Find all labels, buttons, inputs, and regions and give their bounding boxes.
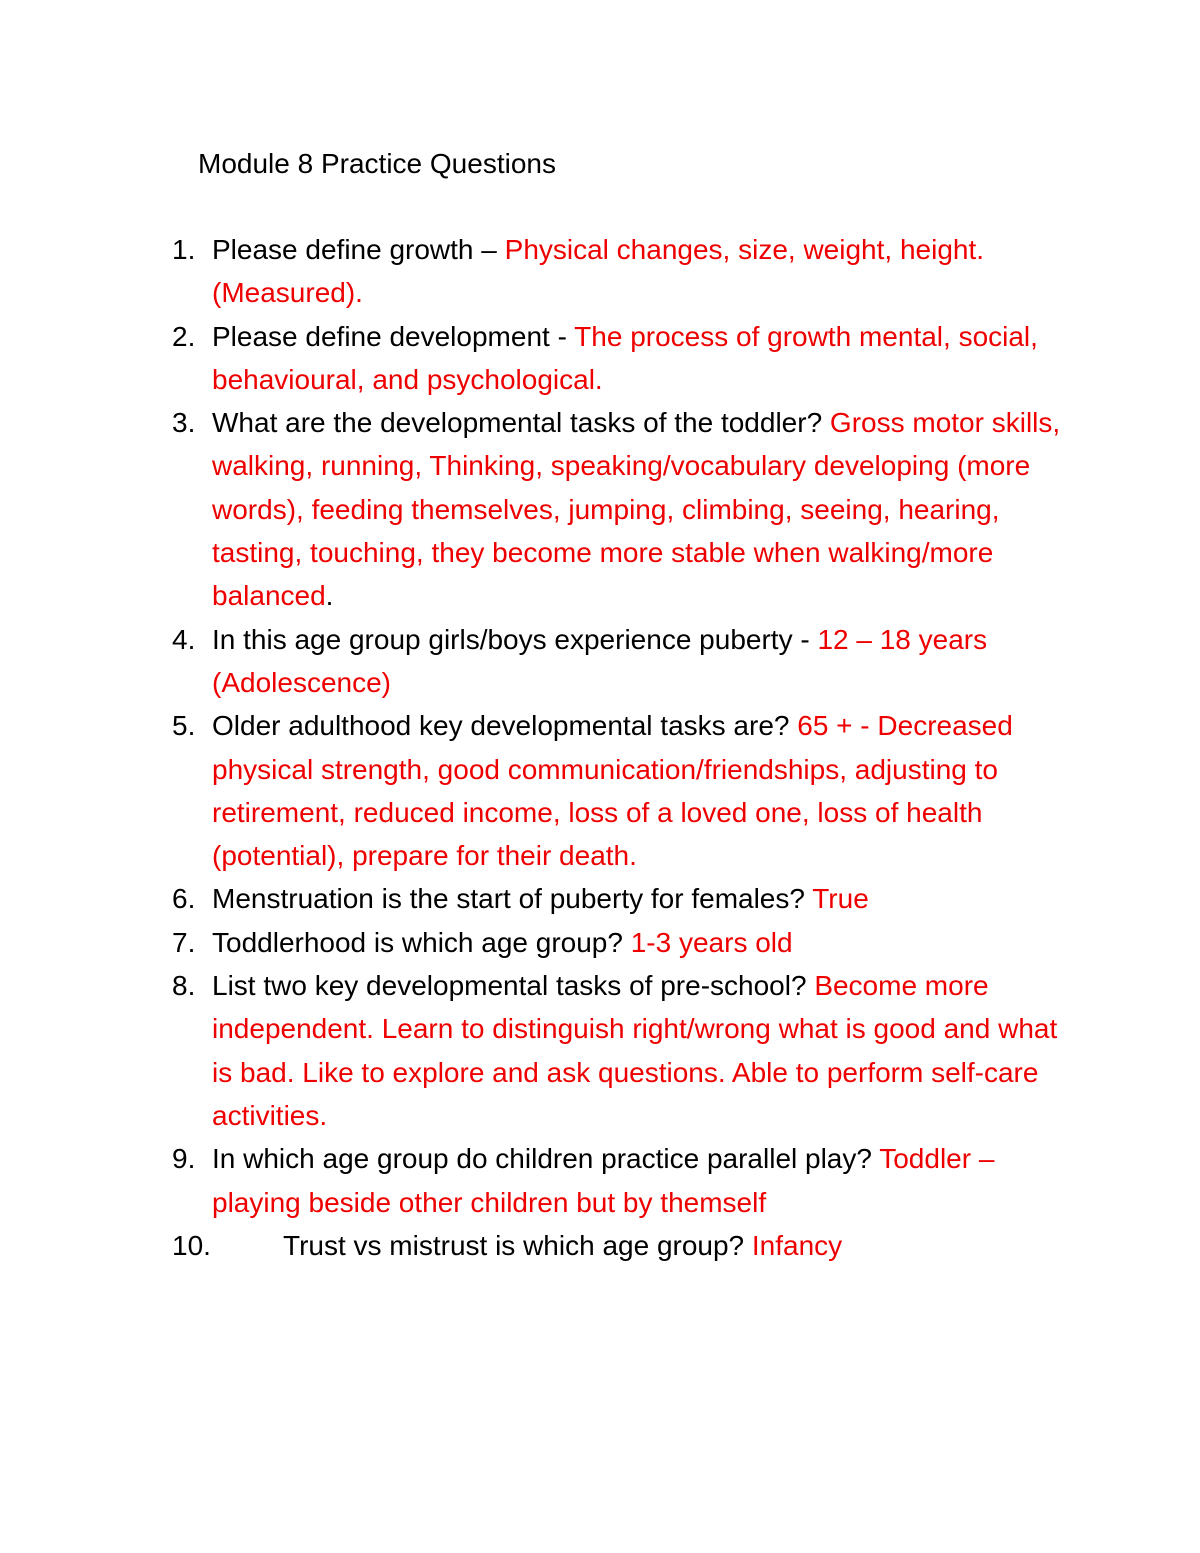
question-number: 6.: [172, 883, 196, 915]
question-number: 2.: [172, 320, 196, 352]
question-number: 10.: [172, 1229, 211, 1261]
answer-text: Become more independent. Learn to distinguish right/wrong what is good and what is bad. Like to explore and ask questions. Able to perform self-care activities.: [212, 970, 1058, 1131]
page-title: Module 8 Practice Questions: [198, 148, 556, 179]
question-text: Menstruation is the start of puberty for females?: [212, 883, 813, 915]
question-text: Please define development -: [212, 320, 575, 352]
question-body: [212, 618, 1072, 705]
answer-text: 1-3 years old: [630, 926, 793, 958]
question-text: Trust vs mistrust is which age group?: [283, 1229, 752, 1261]
answer-trailing-period: .: [325, 580, 334, 612]
question-text: In this age group girls/boys experience puberty -: [212, 623, 818, 655]
question-item-3: [172, 401, 1072, 617]
question-number: 9.: [172, 1143, 196, 1175]
question-item-8: [172, 964, 1072, 1137]
question-body: [172, 1224, 1072, 1267]
question-body: [212, 921, 1072, 964]
question-number: 3.: [172, 407, 196, 439]
question-text: What are the developmental tasks of the toddler?: [212, 407, 830, 439]
question-item-9: [172, 1137, 1072, 1224]
question-number: 1.: [172, 234, 196, 265]
answer-text: 12 – 18 years (Adolescence): [212, 623, 988, 698]
question-item-7: [172, 921, 1072, 964]
answer-text: Physical changes, size, weight, height. (Measured).: [212, 234, 985, 309]
question-text: In which age group do children practice parallel play?: [212, 1143, 880, 1175]
question-body: [212, 1137, 1072, 1224]
answer-text: Gross motor skills, walking, running, Thinking, speaking/vocabulary developing (more words), feeding themselves, jumping, climbing, seeing, hearing, tasting, touching, they become more stable when walking/more balanced: [212, 407, 1061, 612]
question-body: [212, 315, 1072, 402]
question-item-1: [172, 228, 1072, 315]
question-number: 5.: [172, 710, 196, 742]
question-body: [212, 877, 1072, 920]
answer-text: Toddler – playing beside other children but by themself: [212, 1143, 995, 1218]
question-text: Please define growth –: [212, 234, 505, 265]
answer-text: Infancy: [751, 1229, 843, 1261]
question-body: [212, 228, 1072, 315]
question-text: Older adulthood key developmental tasks are?: [212, 710, 798, 742]
question-item-5: [172, 704, 1072, 877]
question-body: [212, 964, 1072, 1137]
question-item-2: [172, 315, 1072, 402]
question-number: 8.: [172, 970, 196, 1002]
question-item-6: [172, 877, 1072, 920]
question-text: Toddlerhood is which age group?: [212, 926, 631, 958]
question-list: [172, 228, 1072, 1267]
answer-text: The process of growth mental, social, behavioural, and psychological.: [212, 320, 1038, 395]
question-item-4: [172, 618, 1072, 705]
question-text: List two key developmental tasks of pre-school?: [212, 970, 815, 1002]
answer-text: 65 + - Decreased physical strength, good communication/friendships, adjusting to retirement, reduced income, loss of a loved one, loss of health (potential), prepare for their death.: [212, 710, 1013, 872]
question-body: [212, 704, 1072, 877]
question-number: 4.: [172, 623, 196, 655]
question-body: [212, 401, 1072, 617]
answer-text: True: [812, 883, 869, 915]
question-item-10: [172, 1224, 1072, 1267]
question-number: 7.: [172, 926, 196, 958]
